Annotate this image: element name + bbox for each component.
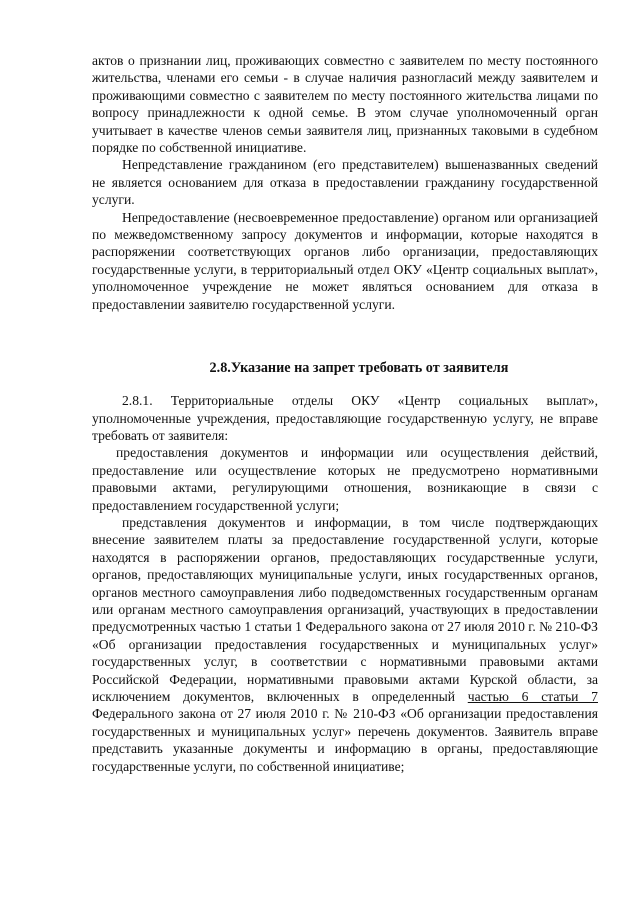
paragraph-non-submission: Непредставление гражданином (его представителем) вышеназванных сведений не является основанием для отказа в предоставлении гражданину государственной услуги. [92, 157, 598, 208]
item2-text-end: Федерального закона от 27 июля 2010 г. № 210-ФЗ «Об организации предоставления государственных и муниципальных услуг» перечень документов. Заявитель вправе представить указанные документы и информацию в органы, предоставляющие государственные услуги, по собственной инициативе; [92, 706, 598, 774]
item2-text-start: представления документов и информации, в том числе подтверждающих внесение заявителем платы за предоставление государственной услуги, которые находятся в распоряжении органов, предоставляющих государственные услуги, органов, предоставляющих муниципальные услуги, иных государственных органов, органов местного самоуправления либо подведомственных государственным органам или органам местного самоуправления организаций, участвующих в предоставлении предусмотренных частью 1 статьи 1 Федерального закона от 27 июля 2010 г. № 210-ФЗ «Об организации предоставления государственных и муниципальных услуг» государственных услуг, в соответствии с нормативными правовыми актами Российской Федерации, нормативными правовыми актами Курской области, за исключением документов, включенных в определенный [92, 514, 598, 704]
section-intro: 2.8.1. Территориальные отделы ОКУ «Центр социальных выплат», уполномоченные учреждения, предоставляющие государственную услугу, не вправе требовать от заявителя: [92, 393, 598, 443]
law-reference-link[interactable]: частью 6 статьи 7 [467, 689, 598, 704]
spacer [92, 377, 598, 392]
prohibition-item-2 [92, 514, 598, 775]
paragraph-continuation: актов о признании лиц, проживающих совместно с заявителем по месту постоянного жительства, членами его семьи - в случае наличия разногласий между заявителем и проживающими совместно с заявителем по месту постоянного жительства лицами по вопросу принадлежности к одной семье. В этом случае уполномоченный орган учитывает в качестве членов семьи заявителя лиц, признанных таковыми в судебном порядке по собственной инициативе. [92, 53, 598, 156]
spacer [92, 313, 598, 359]
paragraph-non-provision: Непредоставление (несвоевременное предоставление) органом или организацией по межведомственному запросу документов и информации, которые находятся в распоряжении соответствующих органов либо организации, предоставляющих государственные услуги, в территориальный отдел ОКУ «Центр социальных выплат», уполномоченное учреждение не может являться основанием для отказа в предоставлении заявителю государственной услуги. [92, 209, 598, 312]
section-heading: 2.8.Указание на запрет требовать от заявителя [209, 360, 509, 377]
prohibition-item-1: предоставления документов и информации или осуществления действий, предоставление или осуществление которых не предусмотрено нормативными правовыми актами, регулирующими отношения, возникающие в связи с предоставлением государственной услуги; [92, 445, 598, 513]
document-page [92, 52, 598, 775]
